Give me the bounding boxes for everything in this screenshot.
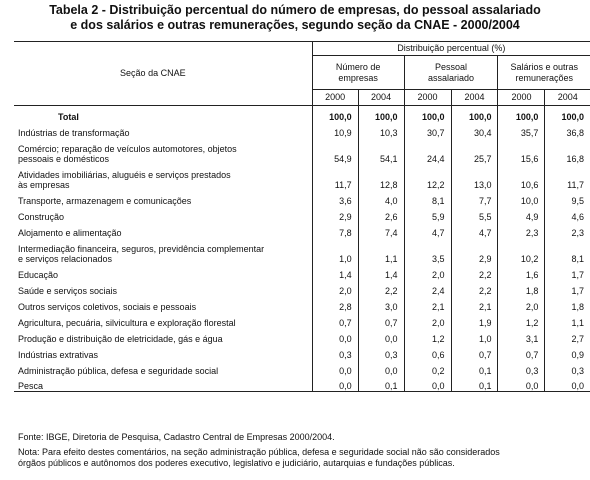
row-label-text: Produção e distribuição de eletricidade, gás e água <box>18 333 223 344</box>
cell: 4,6 <box>545 206 590 222</box>
cell: 0,1 <box>358 376 404 392</box>
row-label-text: Agricultura, pecuária, silvicultura e exploração florestal <box>18 317 236 328</box>
cell: 2,0 <box>404 264 451 280</box>
row-label-continuation: às empresas <box>18 179 70 190</box>
cell: 1,1 <box>545 312 590 328</box>
table-row <box>14 312 590 328</box>
table-row <box>14 344 590 360</box>
data-table <box>14 41 590 392</box>
cell: 1,7 <box>545 264 590 280</box>
cell: 0,2 <box>404 360 451 376</box>
cell: 8,1 <box>404 190 451 206</box>
footnote-line-2: órgãos públicos e autônomos dos poderes executivo, legislativo e judiciário, autarquias e fundações públicas. <box>18 458 455 468</box>
row-label <box>14 206 312 222</box>
cell: 1,9 <box>451 312 498 328</box>
source-note: Fonte: IBGE, Diretoria de Pesquisa, Cadastro Central de Empresas 2000/2004. <box>18 432 335 442</box>
cell: 10,6 <box>498 164 545 190</box>
cell: 4,9 <box>498 206 545 222</box>
cell: 10,2 <box>498 238 545 264</box>
row-label-text: Transporte, armazenagem e comunicações <box>18 195 192 206</box>
table-row <box>14 264 590 280</box>
table-row <box>14 328 590 344</box>
cell: 100,0 <box>312 106 358 122</box>
table-header <box>14 42 590 106</box>
row-label <box>14 164 312 190</box>
row-label-continuation: e serviços relacionados <box>18 253 113 264</box>
cell: 1,1 <box>358 238 404 264</box>
cell: 0,3 <box>312 344 358 360</box>
cell: 10,0 <box>498 190 545 206</box>
table-row <box>14 122 590 138</box>
cell: 4,7 <box>451 222 498 238</box>
col-group-salarios <box>498 56 590 90</box>
table-row <box>14 238 590 264</box>
col-group-empresas-l2: empresas <box>338 72 378 83</box>
cell: 12,2 <box>404 164 451 190</box>
year-header: 2004 <box>545 90 590 106</box>
cell: 1,4 <box>358 264 404 280</box>
cell: 16,8 <box>545 138 590 164</box>
cell: 15,6 <box>498 138 545 164</box>
cell: 100,0 <box>498 106 545 122</box>
table-row <box>14 360 590 376</box>
row-label-text: Alojamento e alimentação <box>18 227 122 238</box>
cell: 2,1 <box>404 296 451 312</box>
table-row <box>14 280 590 296</box>
cell: 7,8 <box>312 222 358 238</box>
cell: 0,0 <box>312 328 358 344</box>
row-label-text: Intermediação financeira, seguros, previdência complementar <box>18 243 265 254</box>
cell: 100,0 <box>358 106 404 122</box>
cell: 0,0 <box>545 376 590 392</box>
cell: 9,5 <box>545 190 590 206</box>
row-label <box>14 106 312 122</box>
row-label-continuation: pessoais e domésticos <box>18 153 110 164</box>
cell: 3,5 <box>404 238 451 264</box>
cell: 1,7 <box>545 280 590 296</box>
cell: 13,0 <box>451 164 498 190</box>
footnote-line-1: Nota: Para efeito destes comentários, na seção administração pública, defesa e seguridade social não são considerados <box>18 447 500 457</box>
row-label <box>14 138 312 164</box>
cell: 1,8 <box>545 296 590 312</box>
row-label-text: Pesca <box>18 381 44 391</box>
cell: 3,1 <box>498 328 545 344</box>
cell: 1,0 <box>451 328 498 344</box>
cell: 2,8 <box>312 296 358 312</box>
cell: 25,7 <box>451 138 498 164</box>
cell: 0,7 <box>451 344 498 360</box>
col-group-pessoal <box>404 56 498 90</box>
cell: 1,8 <box>498 280 545 296</box>
row-label <box>14 376 312 392</box>
cell: 5,9 <box>404 206 451 222</box>
cell: 1,6 <box>498 264 545 280</box>
cell: 36,8 <box>545 122 590 138</box>
cell: 11,7 <box>545 164 590 190</box>
cell: 11,7 <box>312 164 358 190</box>
cell: 0,1 <box>451 376 498 392</box>
cell: 2,0 <box>312 280 358 296</box>
cell: 0,0 <box>312 376 358 392</box>
cell: 4,0 <box>358 190 404 206</box>
row-label-text: Indústrias extrativas <box>18 349 99 360</box>
row-label-text: Total <box>58 111 79 122</box>
cell: 0,0 <box>312 360 358 376</box>
cell: 2,6 <box>358 206 404 222</box>
col-group-empresas <box>312 56 404 90</box>
cell: 100,0 <box>404 106 451 122</box>
cell: 0,1 <box>451 360 498 376</box>
cell: 2,0 <box>498 296 545 312</box>
cell: 54,1 <box>358 138 404 164</box>
row-label <box>14 312 312 328</box>
cell: 10,9 <box>312 122 358 138</box>
cell: 8,1 <box>545 238 590 264</box>
cell: 2,2 <box>358 280 404 296</box>
table-row <box>14 376 590 392</box>
table-row <box>14 222 590 238</box>
footnote <box>18 447 588 469</box>
row-label <box>14 280 312 296</box>
cell: 7,4 <box>358 222 404 238</box>
table-body <box>14 106 590 392</box>
col-group-pessoal-l1: Pessoal <box>434 61 468 72</box>
cell: 0,0 <box>498 376 545 392</box>
cell: 2,3 <box>498 222 545 238</box>
row-label-text: Outros serviços coletivos, sociais e pessoais <box>18 301 197 312</box>
cell: 2,9 <box>451 238 498 264</box>
cell: 10,3 <box>358 122 404 138</box>
row-label <box>14 122 312 138</box>
year-header: 2000 <box>312 90 358 106</box>
table-row <box>14 206 590 222</box>
table-row <box>14 106 590 122</box>
col-group-empresas-l1: Número de <box>335 61 381 72</box>
cell: 2,0 <box>404 312 451 328</box>
row-label <box>14 190 312 206</box>
row-label <box>14 344 312 360</box>
row-label <box>14 360 312 376</box>
cell: 7,7 <box>451 190 498 206</box>
cell: 0,0 <box>358 360 404 376</box>
cell: 2,7 <box>545 328 590 344</box>
cell: 35,7 <box>498 122 545 138</box>
table-title-line-2: e dos salários e outras remunerações, segundo seção da CNAE - 2000/2004 <box>70 18 520 32</box>
row-label <box>14 296 312 312</box>
cell: 3,6 <box>312 190 358 206</box>
cell: 0,7 <box>498 344 545 360</box>
cell: 0,7 <box>358 312 404 328</box>
row-header: Seção da CNAE <box>14 42 312 106</box>
row-label-text: Saúde e serviços sociais <box>18 285 118 296</box>
table-title-line-1: Tabela 2 - Distribuição percentual do número de empresas, do pessoal assalariado <box>49 3 541 17</box>
cell: 0,3 <box>498 360 545 376</box>
year-header: 2000 <box>404 90 451 106</box>
cell: 24,4 <box>404 138 451 164</box>
table-title <box>0 3 590 33</box>
cell: 5,5 <box>451 206 498 222</box>
cell: 2,1 <box>451 296 498 312</box>
row-label <box>14 238 312 264</box>
cell: 0,7 <box>312 312 358 328</box>
cell: 2,3 <box>545 222 590 238</box>
cell: 3,0 <box>358 296 404 312</box>
cell: 1,0 <box>312 238 358 264</box>
row-label-text: Comércio; reparação de veículos automotores, objetos <box>18 143 237 154</box>
cell: 0,9 <box>545 344 590 360</box>
year-header: 2004 <box>358 90 404 106</box>
cell: 54,9 <box>312 138 358 164</box>
cell: 0,3 <box>358 344 404 360</box>
col-group-pessoal-l2: assalariado <box>427 72 475 83</box>
table-row <box>14 190 590 206</box>
cell: 2,2 <box>451 280 498 296</box>
cell: 30,7 <box>404 122 451 138</box>
table-row <box>14 138 590 164</box>
row-label-text: Educação <box>18 269 59 280</box>
cell: 1,4 <box>312 264 358 280</box>
row-label <box>14 264 312 280</box>
row-label-text: Indústrias de transformação <box>18 127 130 138</box>
row-label <box>14 328 312 344</box>
cell: 30,4 <box>451 122 498 138</box>
group-header: Distribuição percentual (%) <box>312 42 590 56</box>
cell: 2,9 <box>312 206 358 222</box>
cell: 0,3 <box>545 360 590 376</box>
row-label-text: Atividades imobiliárias, aluguéis e serviços prestados <box>18 169 231 180</box>
row-label <box>14 222 312 238</box>
cell: 0,6 <box>404 344 451 360</box>
cell: 1,2 <box>404 328 451 344</box>
col-group-salarios-l1: Salários e outras <box>510 61 578 72</box>
table-row <box>14 164 590 190</box>
cell: 2,4 <box>404 280 451 296</box>
row-label-text: Administração pública, defesa e seguridade social <box>18 365 219 376</box>
cell: 100,0 <box>451 106 498 122</box>
col-group-salarios-l2: remunerações <box>515 72 573 83</box>
table-row <box>14 296 590 312</box>
cell: 1,2 <box>498 312 545 328</box>
cell: 0,0 <box>358 328 404 344</box>
row-label-text: Construção <box>18 211 65 222</box>
year-header: 2000 <box>498 90 545 106</box>
cell: 0,0 <box>404 376 451 392</box>
cell: 2,2 <box>451 264 498 280</box>
year-header: 2004 <box>451 90 498 106</box>
cell: 12,8 <box>358 164 404 190</box>
cell: 100,0 <box>545 106 590 122</box>
cell: 4,7 <box>404 222 451 238</box>
